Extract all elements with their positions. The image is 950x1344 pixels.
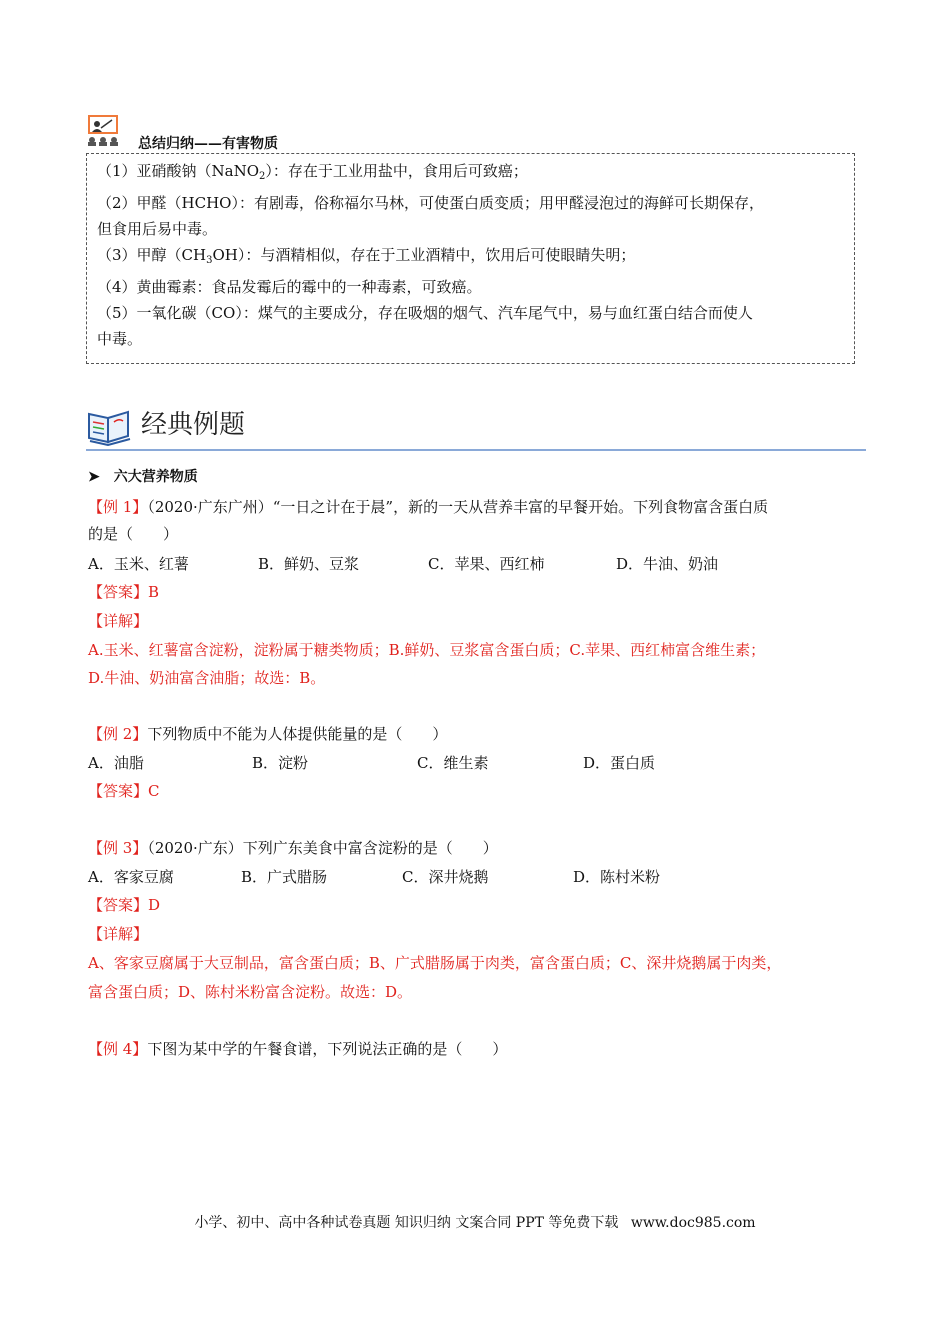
ex3-question: 【例 3】（2020·广东）下列广东美食中富含淀粉的是（ ） (88, 839, 498, 857)
ex2-question: 【例 2】下列物质中不能为人体提供能量的是（ ） (88, 725, 448, 743)
ex2-answer: 【答案】C (88, 782, 160, 800)
ex2-option-d: D．蛋白质 (583, 754, 656, 772)
ex3-detail: A、客家豆腐属于大豆制品，富含蛋白质；B、广式腊肠属于肉类，富含蛋白质；C、深井烧鹅属于肉类， (88, 954, 782, 972)
ex4-tag: 【例 4】 (88, 1040, 148, 1058)
summary-item: （3）甲醇$(CH_3OH)$：与酒精相似，存在于工业酒精中，饮用后可使眼睛失明； (97, 246, 636, 266)
book-icon (86, 406, 132, 446)
ex1-option-c: C．苹果、西红柿 (428, 555, 545, 573)
ex3-option-b: B．广式腊肠 (241, 868, 328, 886)
section-divider (86, 449, 866, 451)
ex3-answer: 【答案】D (88, 896, 161, 914)
ex2-option-b: B．淀粉 (252, 754, 309, 772)
ex3-options (88, 866, 848, 888)
ex1-detail-cont: D.牛油、奶油富含油脂；故选：B。 (88, 669, 326, 687)
ex2-tag: 【例 2】 (88, 725, 148, 743)
ex3-detail-cont: 富含蛋白质；D、陈村米粉富含淀粉。故选：D。 (88, 983, 413, 1001)
page-footer (0, 1212, 950, 1232)
ex1-tag: 【例 1】 (88, 498, 148, 516)
ex1-question: 【例 1】（2020·广东广州）“一日之计在于晨”，新的一天从营养丰富的早餐开始。下列食物富含蛋白质 (88, 498, 769, 516)
ex4-question: 【例 4】下图为某中学的午餐食谱，下列说法正确的是（ ） (88, 1040, 508, 1058)
section-title: 经典例题 (141, 410, 246, 440)
summary-item: （2）甲醛（HCHO）：有剧毒，俗称福尔马林，可使蛋白质变质；用甲醛浸泡过的海鲜可长期保存， (97, 194, 764, 212)
footer-link[interactable]: www.doc985.com (630, 1215, 756, 1231)
summary-item: （5）一氧化碳（CO）：煤气的主要成分，存在吸烟的烟气、汽车尾气中，易与血红蛋白结合而使人 (97, 304, 753, 322)
footer-text: 小学、初中、高中各种试卷真题 知识归纳 文案合同 PPT 等免费下载 (194, 1215, 619, 1231)
summary-title: 总结归纳——有害物质 (138, 136, 278, 152)
ex1-options (88, 553, 848, 575)
ex1-option-a: A．玉米、红薯 (88, 555, 189, 573)
ex1-question-cont: 的是（ ） (88, 525, 179, 543)
ex1-option-d: D．牛油、奶油 (616, 555, 719, 573)
ex1-detail: A.玉米、红薯富含淀粉，淀粉属于糖类物质；B.鲜奶、豆浆富含蛋白质；C.苹果、西红柿富含维生素； (88, 641, 766, 659)
summary-box (86, 153, 855, 364)
ex1-answer: 【答案】B (88, 583, 160, 601)
ex3-tag: 【例 3】 (88, 839, 148, 857)
teacher-icon (86, 114, 122, 146)
ex3-option-c: C．深井烧鹅 (402, 868, 489, 886)
summary-item: 但食用后易中毒。 (97, 220, 218, 238)
topic-label: 六大营养物质 (113, 469, 198, 485)
ex2-option-a: A．油脂 (88, 754, 144, 772)
summary-item: （4）黄曲霉素：食品发霉后的霉中的一种毒素，可致癌。 (97, 278, 482, 296)
ex3-option-a: A．客家豆腐 (88, 868, 174, 886)
ex3-detail-label: 【详解】 (88, 925, 149, 943)
arrow-bullet-icon: ➤ (88, 469, 100, 485)
summary-item: 中毒。 (97, 330, 143, 348)
summary-item: （1）亚硝酸钠（NaNO$_2$）：存在于工业用盐中，食用后可致癌； (97, 162, 528, 182)
section-header (86, 400, 866, 452)
ex1-detail-label: 【详解】 (88, 612, 149, 630)
ex2-options (88, 752, 848, 774)
ex1-option-b: B．鲜奶、豆浆 (258, 555, 360, 573)
topic-heading (88, 466, 198, 486)
ex2-option-c: C．维生素 (417, 754, 489, 772)
ex3-option-d: D．陈村米粉 (573, 868, 661, 886)
